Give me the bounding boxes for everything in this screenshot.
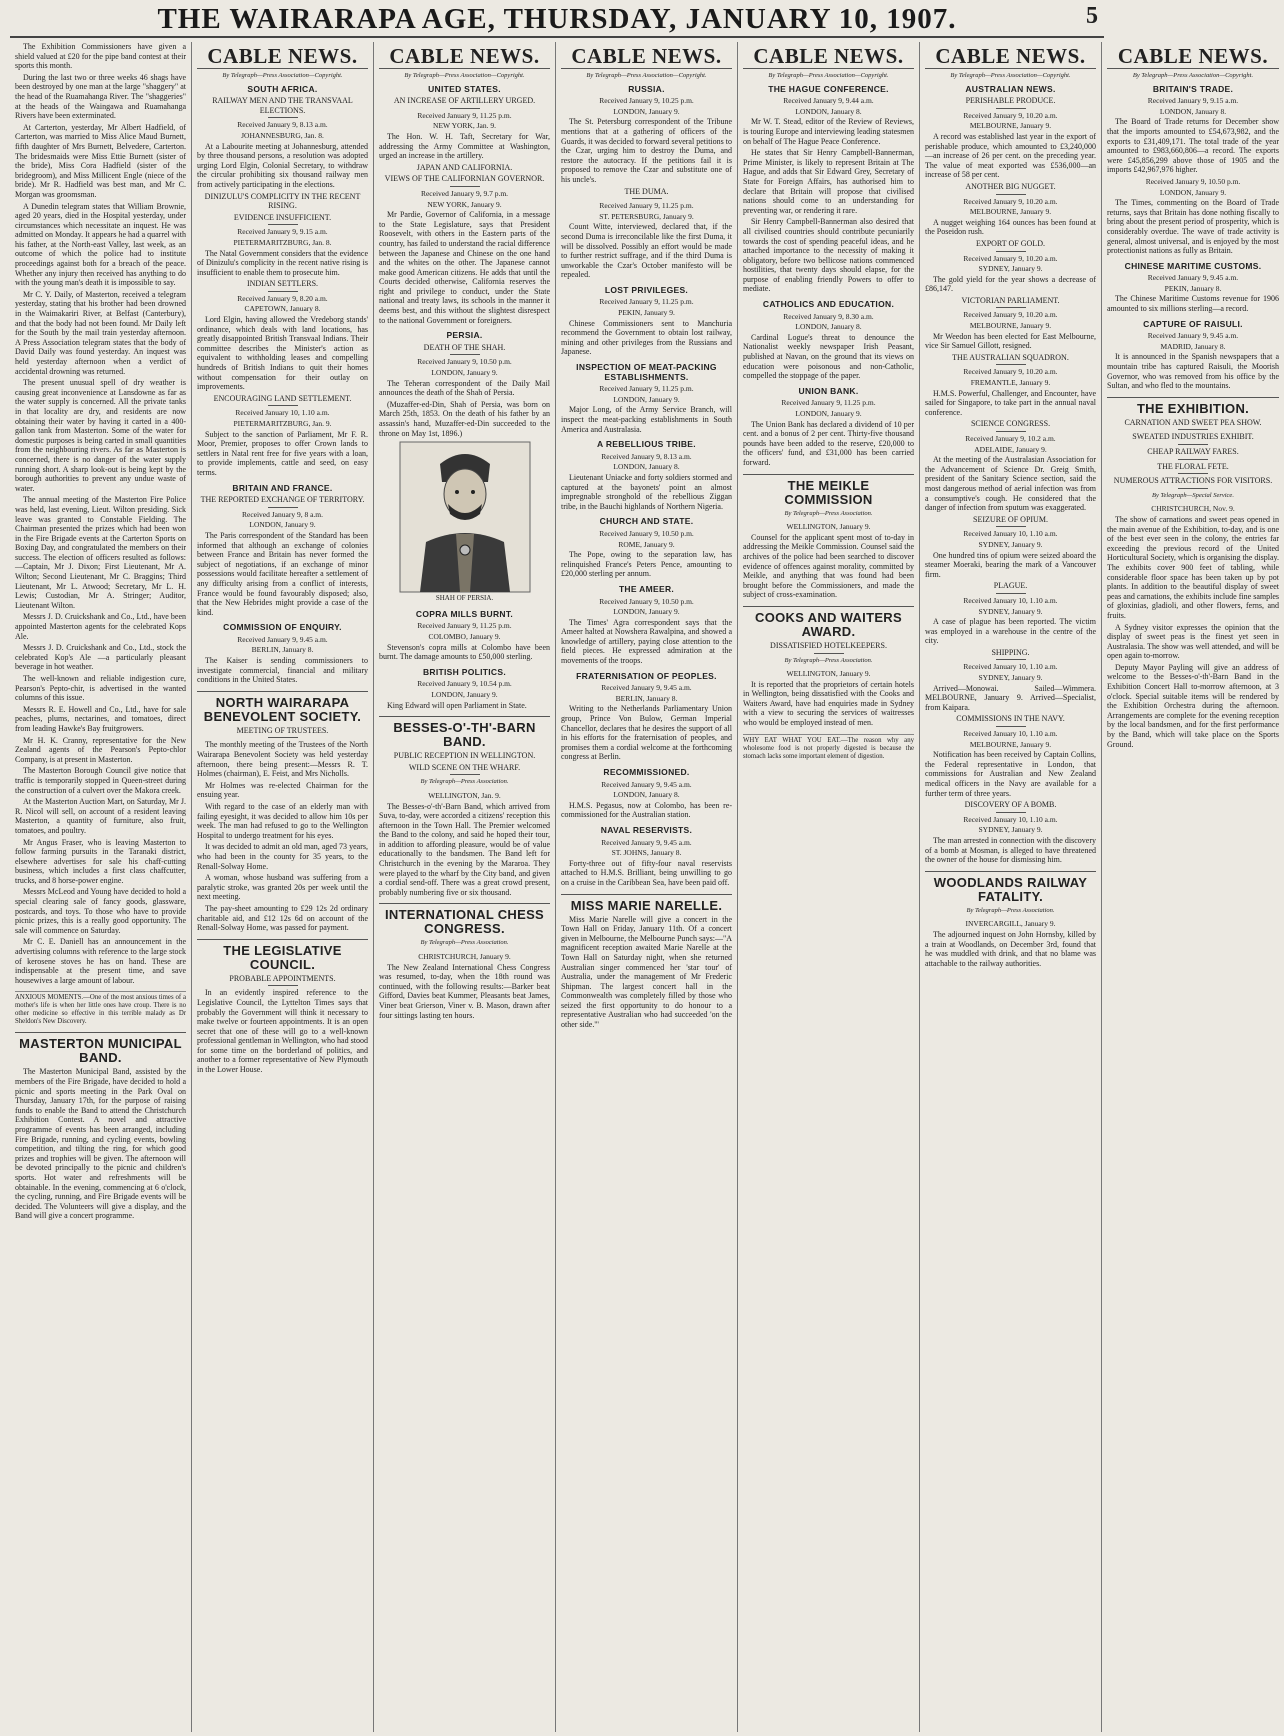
subheading: DINIZULU'S COMPLICITY IN THE RECENT RISING. bbox=[204, 191, 361, 211]
dateline: MELBOURNE, January 9. bbox=[969, 207, 1052, 217]
article-russia bbox=[561, 85, 732, 280]
article-title: CHURCH AND STATE. bbox=[599, 516, 694, 527]
article-recommissioned bbox=[561, 768, 732, 820]
dateline: LONDON, January 8. bbox=[1159, 106, 1227, 116]
column-heading: CABLE NEWS. bbox=[743, 44, 914, 69]
paragraph: The St. Petersburg correspondent of the Tribune mentions that at a gathering of officers of the Guards, it was decided to forward several petitions to the Czar, urging him to destroy the Duma, and restore the autocracy. If the petitions fail it is proposed to remove the Czar and substitute one of his uncle's. bbox=[561, 117, 732, 184]
byline: By Telegraph—Press Association. bbox=[784, 509, 873, 517]
paragraph: Deputy Mayor Payling will give an address of welcome to the Besses-o'-th'-Barn Band in the Exhibition Concert Hall to-morrow afternoon, at 3 o'clock. Special suitable items will be rendered by the Exhibition Orchestra during the afternoon. Arrangements are complete for the evening reception by the local bandsmen, and for the first performance by the Band, which will take place on the Sports Ground. bbox=[1107, 662, 1279, 749]
byline: By Telegraph—Press Association—Copyright. bbox=[404, 72, 525, 79]
paragraph: Sir Henry Campbell-Bannerman also desired that all civilised countries should contribute pecuniarily towards the cost of spending peaceful ideas, and he attached importance to the necessity of making it obligatory, before two bellicose nations commenced hostilities, that twenty days should elapse, for the purpose of enabling friendly Powers to offer to mediate. bbox=[743, 217, 914, 294]
paragraph: The man arrested in connection with the discovery of a bomb at Mosman, is alleged to have threatened the owner of the house for dismissing him. bbox=[925, 835, 1096, 865]
paragraph: The Masterton Borough Council give notice that traffic is temporarily stopped in Queen-street during the construction of a culvert over the Makora creek. bbox=[15, 766, 186, 795]
subheading: SHIPPING. bbox=[925, 648, 1096, 661]
received-line: Received January 9, 8.30 a.m. bbox=[783, 311, 874, 321]
dateline: ST. JOHNS, January 8. bbox=[611, 848, 682, 858]
article-title: A REBELLIOUS TRIBE. bbox=[597, 439, 696, 450]
byline: By Telegraph—Press Association. bbox=[784, 656, 873, 664]
received-line: Received January 9, 9.45 a.m. bbox=[1147, 273, 1239, 283]
received-line: Received January 9, 10.25 p.m. bbox=[599, 96, 694, 106]
paragraph: The Board of Trade returns for December show that the imports amounted to £54,673,982, and the exports to £31,409,171. The total trade of the year amounted to £983,660,806—a record. The exports were £45,856,299 above those of 1905 and the imports £42,967,976 higher. bbox=[1107, 117, 1279, 175]
article-capture-raisuli bbox=[1107, 320, 1279, 391]
subheading: VICTORIAN PARLIAMENT. bbox=[925, 296, 1096, 309]
received-line: Received January 9, 11.25 p.m. bbox=[417, 621, 512, 631]
article-title: SOUTH AFRICA. bbox=[247, 83, 318, 94]
dateline: SYDNEY, January 9. bbox=[978, 539, 1043, 549]
byline: By Telegraph—Press Association—Copyright. bbox=[1132, 72, 1254, 79]
article-title: UNION BANK. bbox=[798, 385, 859, 396]
article-title: UNITED STATES. bbox=[428, 83, 501, 94]
dateline: MELBOURNE, January 9. bbox=[969, 321, 1052, 331]
paragraph: Mr C. Y. Daily, of Masterton, received a telegram yesterday, stating that his brother had been drowned in the Waimakariri River, at Belfast (Canterbury), and that the body had not been found. Mr Daily left for the South by the mail train yesterday afternoon. A Press Association telegram states that the body of David Daily was found yesterday. An inquest was held yesterday afternoon when a verdict of accidental drowning was returned. bbox=[15, 289, 186, 376]
dateline: LONDON, January 8. bbox=[613, 462, 680, 472]
dateline: PIETERMARITZBURG, Jan. 8. bbox=[233, 237, 332, 247]
portrait-engraving bbox=[400, 442, 530, 592]
article-title: CHINESE MARITIME CUSTOMS. bbox=[1124, 260, 1262, 271]
paragraph: A case of plague has been reported. The victim was employed in a warehouse in the centre of the city. bbox=[925, 617, 1096, 646]
article-south-africa bbox=[197, 85, 368, 478]
page-number: 5 bbox=[1086, 3, 1098, 29]
article-title: AUSTRALIAN NEWS. bbox=[965, 83, 1056, 94]
paragraph: Messrs J. D. Cruickshank and Co., Ltd., have been appointed Masterton agents for the celebrated Kops Ale. bbox=[15, 612, 186, 641]
paragraph: The well-known and reliable indigestion cure, Pearson's Pepto-chir, is advertised in the wanted columns of this issue. bbox=[15, 674, 186, 703]
paragraph: Messrs J. D. Cruickshank and Co., Ltd., stock the celebrated Kop's Ale —a particularly pleasant beverage in hot weather. bbox=[15, 643, 186, 672]
article-meikle-commission bbox=[743, 474, 914, 600]
received-line: Received January 9, 10.20 a.m. bbox=[963, 367, 1058, 377]
paragraph: Count Witte, interviewed, declared that, if the second Duma is irreconcilable like the first Duma, it will be dissolved. Possibly an effort would be made to further restrict suffrage, and if the third Duma is unworkable the Czar's October manifesto will be repealed. bbox=[561, 222, 732, 280]
article-title: MASTERTON MUNICIPAL BAND. bbox=[15, 1032, 186, 1065]
paragraph: The annual meeting of the Masterton Fire Police was held, last evening, Lieut. Wilton presiding. Sick leave was granted to Constable Fielding. The Chairman presented the prizes which had been won in the Fire Brigade events at the Carterton Sports on Boxing Day, and congratulated the members on their success. The election of officers resulted as follows:—Captain, Mr J. Dixon; First Lieutenant, Mr A. Wilton; Second Lieutenant, Mr C. Braggins; Third Lieutenant, Mr L. Atwood; Secretary, Mr L. H. Lewis; Custodian, Mr A. Stringer; Auditor, Lieutenant Wilton. bbox=[15, 495, 186, 610]
received-line: Received January 9, 9.15 a.m. bbox=[1147, 96, 1239, 106]
paragraph: He states that Sir Henry Campbell-Bannerman, Prime Minister, is likely to represent Britain at The Hague, and adds that Sir Edward Grey, Secretary of State for Foreign Affairs, has authorised him to declare that Britain will propose that civilised nations should come to an understanding for preventing war, or rendering it rare. bbox=[743, 148, 914, 215]
dateline: WELLINGTON, Jan. 9. bbox=[428, 790, 501, 800]
paragraph: Messrs McLeod and Young have decided to hold a special clearing sale of fancy goods, glassware, postcards, and toys. To those who have to provide picnic prizes, this is a really good opportunity. The sale will commence on Saturday. bbox=[15, 887, 186, 935]
article-title: THE HAGUE CONFERENCE. bbox=[768, 83, 889, 94]
paragraph: A Dunedin telegram states that William Brownie, aged 20 years, died in the Hospital yesterday, under circumstances which necessitate an inquest. He was admitted on Monday. It appears he had a quarrel with his father, at the North-east Valley, last week, as an outcome of which the police had to institute proceedings against both for a breach of the peace. Whether any injury then received has anything to do with the young man's death it is impossible to say. bbox=[15, 201, 186, 288]
dateline: CAPETOWN, January 8. bbox=[244, 304, 321, 314]
paragraph: The show of carnations and sweet peas opened in the main avenue of the Exhibition, to-day, and is one of the best ever seen in the colony, the entries far exceeding the previous record of the United Horticultural Society, which is organising the display. The exhibits cover 900 feet of tabling, while considerable floor space has been taken up by pot plants. In addition to the beautiful display of sweet peas and carnations, the exhibits include fine samples of gloxinias, gladioli, and other flowers, ferns, and fruits. bbox=[1107, 514, 1279, 620]
paragraph: The gold yield for the year shows a decrease of £86,147. bbox=[925, 274, 1096, 294]
subheading: DISSATISFIED HOTELKEEPERS. bbox=[743, 641, 914, 654]
subheading: THE REPORTED EXCHANGE OF TERRITORY. bbox=[197, 495, 368, 508]
paragraph: The Exhibition Commissioners have given a shield valued at £20 for the pipe band contest at their sports this month. bbox=[15, 42, 186, 71]
dateline: LONDON, January 8. bbox=[795, 106, 862, 116]
subheading: DISCOVERY OF A BOMB. bbox=[925, 800, 1096, 813]
dateline: NEW YORK, January 9. bbox=[427, 199, 502, 209]
received-line: Received January 9, 10.50 p.m. bbox=[599, 596, 694, 606]
received-line: Received January 9, 11.25 p.m. bbox=[599, 201, 694, 211]
column-heading: CABLE NEWS. bbox=[561, 44, 732, 69]
byline: By Telegraph—Press Association—Copyright. bbox=[768, 72, 889, 79]
article-title: INTERNATIONAL CHESS CONGRESS. bbox=[379, 903, 550, 936]
shah-portrait bbox=[379, 442, 550, 604]
paragraph: King Edward will open Parliament in State. bbox=[387, 700, 527, 710]
advertisement: WHY EAT WHAT YOU EAT.—The reason why any wholesome food is not properly digested is because the stomach lacks some important element of digestion. bbox=[743, 734, 914, 761]
article-rebellious-tribe bbox=[561, 440, 732, 511]
paragraph: The adjourned inquest on John Hornsby, killed by a train at Woodlands, on December 3rd, found that he was muddled with drink, and that no blame was attachable to the railway authorities. bbox=[925, 929, 1096, 968]
received-line: Received January 10, 1.10 a.m. bbox=[963, 529, 1058, 539]
received-line: Received January 10, 1.10 a.m. bbox=[235, 408, 330, 418]
byline: By Telegraph—Press Association—Copyright. bbox=[586, 72, 707, 79]
article-persia bbox=[379, 331, 550, 604]
article-catholics-education bbox=[743, 300, 914, 381]
byline: By Telegraph—Press Association. bbox=[420, 939, 509, 947]
paragraph: The Union Bank has declared a dividend of 10 per cent. and a bonus of 2 per cent. Thirty-five thousand pounds have been added to the reserve, £20,000 to the officers' fund, and £31,000 has been carried forward. bbox=[743, 419, 914, 467]
article-lost-privileges bbox=[561, 286, 732, 357]
paragraph: The monthly meeting of the Trustees of the North Wairarapa Benevolent Society was held yesterday afternoon, there being present:—Messrs R. T. Holmes (chairman), E. Feist, and Mrs Nicholls. bbox=[197, 740, 368, 779]
received-line: Received January 9, 10.20 a.m. bbox=[963, 253, 1058, 263]
paragraph: The Masterton Municipal Band, assisted by the members of the Fire Brigade, have decided to hold a picnic and sports meeting in the Park Oval on Thursday, January 17th, for the purpose of raising funds to enable the Band to attend the Christchurch Exhibition Contest. A novel and attractive programme of events has been arranged, including Fire Brigade, running, and cycling events, bowling competition, and tilting the ring, for which good prizes and trophies will be given. The afternoon will be devoted principally to the picnic and children's sports. Hot water and refreshments will be obtainable. In the evening, commencing at 6 o'clock, the cycling, running, and Fire Brigade events will be decided. The Volunteers will give a display, and the Band will give a concert programme. bbox=[15, 1067, 186, 1221]
received-line: Received January 9, 8.13 a.m. bbox=[237, 120, 328, 130]
column-2 bbox=[192, 42, 374, 1732]
paragraph: The Hon. W. H. Taft, Secretary for War, addressing the Army Committee at Washington, urged an increase in the artillery. bbox=[379, 131, 550, 161]
article-meat-packing bbox=[561, 363, 732, 434]
received-line: Received January 9, 10.2 a.m. bbox=[965, 434, 1056, 443]
subheading: ENCOURAGING LAND SETTLEMENT. bbox=[197, 394, 368, 407]
received-line: Received January 9, 9.44 a.m. bbox=[783, 96, 874, 106]
article-fraternisation bbox=[561, 672, 732, 762]
dateline: LONDON, January 9. bbox=[431, 368, 498, 378]
paragraph: The Times' Agra correspondent says that the Ameer halted at Nowshera Rawalpina, and showed a knowledge of artillery, paying close attention to the field pieces. He expressed admiration at the movements of the troops. bbox=[561, 617, 732, 666]
article-municipal-band bbox=[15, 1032, 186, 1221]
paragraph: At Carterton, yesterday, Mr Albert Hadfield, of Carterton, was married to Miss Alice Maud Burnett, fifth daughter of Mrs Burnett, Belvedere, Carterton. The bridesmaids were Miss Ettie Burnett (sister of the bride), Miss Cora Hadfield (sister of the bridegroom), and Miss Millicent Engle (niece of the bride). Mr R. Hadfield was best man, and Mr C. Morgan was groomsman. bbox=[15, 122, 186, 199]
paragraph: Notification has been received by Captain Collins, the Federal representative in London, that commissions for Australian and New Zealand medical officers in the Navy are available for a further term of three years. bbox=[925, 750, 1096, 798]
article-title: MISS MARIE NARELLE. bbox=[561, 894, 732, 913]
advertisement: ANXIOUS MOMENTS.—One of the most anxious times of a mother's life is when her little ones have croup. There is no other medicine so effective in this terrible malady as Dr Sheldon's New Discovery. bbox=[15, 991, 186, 1026]
dateline: ROME, January 9. bbox=[618, 539, 675, 549]
dateline: CHRISTCHURCH, Nov. 9. bbox=[1151, 504, 1235, 514]
dateline: NEW YORK, Jan. 9. bbox=[433, 121, 496, 131]
column-3 bbox=[374, 42, 556, 1732]
paragraph: Major Long, of the Army Service Branch, will inspect the meat-packing establishments in South America and Australasia. bbox=[561, 405, 732, 434]
dateline: INVERCARGILL, January 9. bbox=[965, 919, 1056, 929]
dateline: WELLINGTON, January 9. bbox=[786, 522, 871, 532]
dateline: LONDON, January 8. bbox=[795, 322, 862, 332]
received-line: Received January 10, 1.10 a.m. bbox=[963, 729, 1058, 739]
paragraph: Cardinal Logue's threat to denounce the Nationalist weekly newspaper Irish Peasant, published at Navan, on the ground that its views on education were poisonous and non-Catholic, compelled the stoppage of the paper. bbox=[743, 332, 914, 381]
dateline: FREMANTLE, January 9. bbox=[970, 378, 1051, 388]
subheading: ANOTHER BIG NUGGET. bbox=[925, 182, 1096, 195]
subheading: CARNATION AND SWEET PEA SHOW. bbox=[1107, 418, 1279, 431]
received-line: Received January 10, 1.10 a.m. bbox=[963, 662, 1058, 672]
dateline: LONDON, January 9. bbox=[613, 607, 680, 617]
byline: By Telegraph—Press Association—Copyright. bbox=[950, 72, 1071, 79]
article-title: RUSSIA. bbox=[628, 83, 665, 94]
dateline: MELBOURNE, January 9. bbox=[969, 121, 1052, 131]
article-title: BRITAIN'S TRADE. bbox=[1152, 83, 1234, 94]
paragraph: With regard to the case of an elderly man with failing eyesight, it was decided to allow him 10s per week. The man had refused to go to the Wellington Hospital to undergo treatment for his eyes. bbox=[197, 802, 368, 840]
article-title: THE AMEER. bbox=[618, 583, 675, 594]
byline: By Telegraph—Press Association. bbox=[966, 906, 1055, 914]
dateline: MELBOURNE, January 9. bbox=[969, 739, 1052, 749]
dateline: LONDON, January 9. bbox=[613, 394, 680, 404]
subheading: DEATH OF THE SHAH. bbox=[379, 343, 550, 356]
dateline: WELLINGTON, January 9. bbox=[786, 669, 871, 679]
columns bbox=[10, 42, 1279, 1732]
paragraph: The Pope, owing to the separation law, has relinquished France's Peters Pence, amounting to £20,000 sterling per annum. bbox=[561, 550, 732, 579]
subheading: PLAGUE. bbox=[925, 581, 1096, 594]
article-title: CAPTURE OF RAISULI. bbox=[1143, 318, 1243, 329]
article-title: BRITISH POLITICS. bbox=[422, 666, 507, 677]
paragraph: A woman, whose husband was suffering from a paralytic stroke, was granted 20s per week until the next meeting. bbox=[197, 873, 368, 902]
subheading: PUBLIC RECEPTION IN WELLINGTON. bbox=[393, 751, 536, 761]
paragraph: In an evidently inspired reference to the Legislative Council, the Lyttelton Times says that probably the Government will think it necessary to make twelve or fourteen appointments. It is an open secret that one of these will go to a well-known professional gentleman in Wellington, who had stood for some time on the borderland of politics, and another to a former representative of New Plymouth in the Lower House. bbox=[197, 988, 368, 1075]
received-line: Received January 9, 9.45 a.m. bbox=[1147, 331, 1239, 341]
subheading: SWEATED INDUSTRIES EXHIBIT. bbox=[1107, 432, 1279, 445]
article-title: BRITAIN AND FRANCE. bbox=[232, 482, 333, 493]
article-title: THE MEIKLE COMMISSION bbox=[743, 474, 914, 507]
article-union-bank bbox=[743, 387, 914, 468]
dateline: LONDON, January 9. bbox=[613, 106, 680, 116]
paragraph: At the Masterton Auction Mart, on Saturday, Mr J. R. Nicol will sell, on account of a resident leaving Masterton, a quantity of furniture, also fruit, tomatoes, and poultry. bbox=[15, 797, 186, 835]
paragraph: Chinese Commissioners sent to Manchuria recommend the Government to obtain lost railway, mining and other privileges from the Russians and Japanese. bbox=[561, 318, 732, 357]
received-line: Received January 9, 9.7 p.m. bbox=[420, 188, 509, 198]
paragraph: Counsel for the applicant spent most of to-day in addressing the Meikle Commission. Counsel said the archives of the police had been searched to discover evidence of offences against morality, committed by Meikle, and anything that was found had been brought before the Commissioners, and made the subject of cross-examination. bbox=[743, 532, 914, 600]
article-commission-enquiry bbox=[197, 623, 368, 685]
dateline: COLOMBO, January 9. bbox=[428, 631, 501, 641]
column-7 bbox=[1102, 42, 1284, 1732]
byline: By Telegraph—Special Service. bbox=[1152, 491, 1234, 499]
dateline: PEKIN, January 8. bbox=[1164, 283, 1222, 293]
paragraph: One hundred tins of opium were seized aboard the steamer Moeraki, bearing the mark of a Vancouver firm. bbox=[925, 550, 1096, 579]
article-british-politics bbox=[379, 668, 550, 710]
paragraph: Lord Elgin, having allowed the Vredeborg stands' ordinance, which deals with land locations, has greatly disappointed British Transvaal Indians. Their committee describes the Minister's action as equivalent to withholding leases and compelling hundreds of British Indians to quit their homes without compensation for their outlay on improvements. bbox=[197, 315, 368, 392]
article-united-states bbox=[379, 85, 550, 326]
paragraph: Stevenson's copra mills at Colombo have been burnt. The damage amounts to £50,000 sterling. bbox=[379, 642, 550, 662]
column-1 bbox=[10, 42, 192, 1732]
article-britain-france bbox=[197, 484, 368, 618]
subheading: VIEWS OF THE CALIFORNIAN GOVERNOR. bbox=[379, 174, 550, 187]
article-title: NORTH WAIRARAPA BENEVOLENT SOCIETY. bbox=[197, 691, 368, 724]
article-ameer bbox=[561, 585, 732, 666]
paragraph: The Natal Government considers that the evidence of Dinizulu's complicity in the recent native rising is insufficient to enable them to prosecute him. bbox=[197, 248, 368, 277]
dateline: ST. PETERSBURG, January 9. bbox=[599, 211, 694, 221]
byline: By Telegraph—Press Association—Copyright. bbox=[222, 72, 343, 79]
subheading: THE DUMA. bbox=[561, 187, 732, 200]
received-line: Received January 9, 11.25 p.m. bbox=[417, 110, 512, 120]
column-heading: CABLE NEWS. bbox=[1107, 44, 1279, 69]
paragraph: H.M.S. Powerful, Challenger, and Encounter, have sailed for Singapore, to take part in the annual naval conference. bbox=[925, 388, 1096, 417]
article-title: COOKS AND WAITERS AWARD. bbox=[743, 606, 914, 639]
paragraph: It is reported that the proprietors of certain hotels in Wellington, being dissatisfied with the Cooks and Waiters Award, have had enquiries made in Sydney with a view to securing the services of waitresses who would be employed instead of men. bbox=[743, 679, 914, 728]
subheading: COMMISSIONS IN THE NAVY. bbox=[925, 714, 1096, 727]
column-heading: CABLE NEWS. bbox=[379, 44, 550, 69]
article-woodlands-fatality bbox=[925, 871, 1096, 969]
paragraph: Mr Angus Fraser, who is leaving Masterton to follow farming pursuits in the Taranaki district, elsewhere advertises for sale his chaff-cutting business, which includes a first class chaffcutter, trucks, and 8 horse-power engine. bbox=[15, 837, 186, 885]
received-line: Received January 9, 9.45 a.m. bbox=[237, 634, 328, 644]
paragraph: A record was established last year in the export of perishable produce, which amounted to £3,240,000—an increase of 26 per cent. on the preceding year. The value of meat exported was £536,000—an increase of 58 per cent. bbox=[925, 131, 1096, 180]
subheading: NUMEROUS ATTRACTIONS FOR VISITORS. bbox=[1107, 476, 1279, 489]
paragraph: Mr Weedon has been elected for East Melbourne, vice Sir Samuel Gillott, resigned. bbox=[925, 331, 1096, 351]
dateline: MADRID, January 8. bbox=[1160, 341, 1226, 351]
article-britains-trade bbox=[1107, 85, 1279, 256]
received-line: Received January 9, 10.20 a.m. bbox=[963, 196, 1058, 206]
paragraph: Writing to the Netherlands Parliamentary Union group, Prince Von Bulow, German Imperial Chancellor, declares that he desires the support of all in his efforts for the fraternisation of peoples, and promises them a cordial welcome at the forthcoming congress at Berlin. bbox=[561, 704, 732, 762]
subheading: THE AUSTRALIAN SQUADRON. bbox=[925, 353, 1096, 366]
subheading: PERISHABLE PRODUCE. bbox=[925, 96, 1096, 109]
article-benevolent-society bbox=[197, 691, 368, 933]
subheading: PROBABLE APPOINTMENTS. bbox=[197, 974, 368, 987]
local-news bbox=[15, 42, 186, 985]
paragraph: Mr Pardie, Governor of California, in a message to the State Legislature, says that President Roosevelt, with others in the Eastern parts of the country, has failed to understand the racial difference between the Japanese and Chinese on the one hand and the whites on the other. The Japanese cannot make good American citizens. He adds that until the Courts decided otherwise, California reserves the right and privilege to conduct, under the State national and treaty laws, its schools in the manner it deems best, and this without the slightest disrespect to the national Government or foreigners. bbox=[379, 210, 550, 325]
article-naval-reservists bbox=[561, 826, 732, 888]
article-title: THE EXHIBITION. bbox=[1107, 397, 1279, 416]
dateline: LONDON, January 9. bbox=[249, 520, 316, 530]
paragraph: The Kaiser is sending commissioners to investigate commercial, financial and military conditions in the United States. bbox=[197, 656, 368, 685]
dateline: SYDNEY, January 9. bbox=[978, 264, 1043, 274]
paragraph: During the last two or three weeks 46 shags have been destroyed by one man at the large "shaggery" at the head of the Ruamahanga River. The "shaggeries" at the heads of the Waingawa and Ruamahanga Rivers have been exterminated. bbox=[15, 72, 186, 121]
paragraph: At the meeting of the Australasian Association for the Advancement of Science Dr. Greig Smith, president of the Sanitary Science section, said the most dangerous method of aerial infection was from a consumptive's cough. He considered that the danger of infection from sputum was exaggerated. bbox=[925, 455, 1096, 513]
received-line: Received January 9, 11.25 p.m. bbox=[599, 384, 694, 394]
paragraph: The Besses-o'-th'-Barn Band, which arrived from Suva, to-day, were accorded a citizens' reception this afternoon in the Town Hall. The Premier welcomed the Band to the colony, and said he hoped their tour, in addition to affording pleasure, would be of value educationally to the bandsmen. The Band left for Christchurch in the evening by the Mararoa. They were played to the wharf by the City band, and given a cordial send-off. There was a great crowd present, probably numbering five or six thousand. bbox=[379, 801, 550, 897]
received-line: Received January 10, 1.10 a.m. bbox=[963, 814, 1058, 824]
received-line: Received January 9, 9.15 a.m. bbox=[237, 227, 328, 237]
article-exhibition bbox=[1107, 397, 1279, 749]
article-church-state bbox=[561, 517, 732, 579]
dateline: SYDNEY, January 9. bbox=[978, 825, 1043, 835]
received-line: Received January 9, 8.20 a.m. bbox=[237, 293, 328, 303]
dateline: ADELAIDE, January 9. bbox=[974, 444, 1047, 454]
article-title: FRATERNISATION OF PEOPLES. bbox=[576, 670, 717, 681]
received-line: Received January 9, 9.45 a.m. bbox=[601, 779, 692, 789]
received-line: Received January 9, 10.50 p.m. bbox=[417, 357, 512, 367]
subheading: CHEAP RAILWAY FARES. bbox=[1107, 447, 1279, 460]
column-4 bbox=[556, 42, 738, 1732]
dateline: BERLIN, January 8. bbox=[615, 693, 678, 703]
subheading: SEIZURE OF OPIUM. bbox=[925, 515, 1096, 528]
paragraph: Messrs R. E. Howell and Co., Ltd., have for sale peaches, plums, nectarines, and tomatoes, direct from leading Hawke's Bay fruitgrowers. bbox=[15, 704, 186, 733]
article-besses-band bbox=[379, 716, 550, 897]
paragraph: Lieutenant Uniacke and forty soldiers stormed and captured at the bayonets' point an almost impregnable stronghold of the rebellious Ziggan tribe, in the Bauchi highlands of Northern Nigeria. bbox=[561, 472, 732, 511]
subheading: JAPAN AND CALIFORNIA. bbox=[416, 162, 513, 172]
article-title: RECOMMISSIONED. bbox=[603, 767, 690, 777]
article-title: INSPECTION OF MEAT-PACKING ESTABLISHMENTS. bbox=[576, 362, 717, 382]
article-title: COPRA MILLS BURNT. bbox=[415, 608, 514, 619]
paragraph: It was decided to admit an old man, aged 73 years, who had been in the county for 35 years, to the Renall-Solway Home. bbox=[197, 842, 368, 871]
dateline: LONDON, January 8. bbox=[613, 790, 680, 800]
paragraph: Mr H. K. Cranny, representative for the New Zealand agents of the Pearson's Pepto-chlor Company, is at present in Masterton. bbox=[15, 735, 186, 764]
paragraph: Mr W. T. Stead, editor of the Review of Reviews, is touring Europe and interviewing leading statesmen on behalf of The Hague Peace Conference. bbox=[743, 117, 914, 146]
paragraph: Arrived—Monowai. Sailed—Wimmera. MELBOURNE, January 9. Arrived—Specialist, from Kaipara. bbox=[925, 683, 1096, 712]
dateline: PEKIN, January 9. bbox=[618, 308, 675, 318]
article-copra-mills bbox=[379, 610, 550, 662]
received-line: Received January 9, 10.54 p.m. bbox=[417, 679, 512, 689]
article-title: COMMISSION OF ENQUIRY. bbox=[223, 622, 342, 633]
dateline: LONDON, January 9. bbox=[431, 689, 498, 699]
paragraph: H.M.S. Pegasus, now at Colombo, has been re-commissioned for the Australian station. bbox=[561, 800, 732, 820]
column-6 bbox=[920, 42, 1102, 1732]
received-line: Received January 9, 11.25 p.m. bbox=[781, 398, 876, 408]
article-chinese-customs bbox=[1107, 262, 1279, 314]
subheading: MEETING OF TRUSTEES. bbox=[197, 726, 368, 739]
column-5 bbox=[738, 42, 920, 1732]
article-hague-conference bbox=[743, 85, 914, 294]
dateline: SYDNEY, January 9. bbox=[978, 606, 1043, 616]
paragraph: (Muzaffer-ed-Din, Shah of Persia, was born on March 25th, 1853. On the death of his father by an assassin's hand, Muzaffer-ed-Din succeeded to the throne on May 1st, 1896.) bbox=[379, 399, 550, 438]
paragraph: The present unusual spell of dry weather is causing great inconvenience at Lansdowne as far as the water supply is concerned. All the private tanks in that locality are dry, and residents are now obtaining their water by having it carted in a 400-gallon tank from Masterton. Some of the water for domestic purposes is being carted in small quantities from the neighbouring rivers. As far as Masterton is concerned, there is no danger of the water supply running short. A sharp look-out is being kept by the borough authorities to prevent any undue waste of water. bbox=[15, 378, 186, 493]
paragraph: The Chinese Maritime Customs revenue for 1906 amounted to six millions sterling—a record. bbox=[1107, 294, 1279, 314]
dateline: SYDNEY, January 9. bbox=[978, 673, 1043, 683]
article-australian-news bbox=[925, 85, 1096, 865]
received-line: Received January 9, 9.45 a.m. bbox=[601, 683, 692, 693]
subheading: AN INCREASE OF ARTILLERY URGED. bbox=[379, 96, 550, 109]
paragraph: At a Labourite meeting at Johannesburg, attended by three thousand persons, a resolution was adopted urging Lord Elgin, Colonial Secretary, to withdraw the circular prohibiting six thousand railway men from actively participating in the elections. bbox=[197, 141, 368, 189]
paragraph: The Teheran correspondent of the Daily Mail announces the death of the Shah of Persia. bbox=[379, 378, 550, 398]
masthead bbox=[10, 0, 1104, 38]
dateline: JOHANNESBURG, Jan. 8. bbox=[241, 130, 324, 140]
article-title: LOST PRIVILEGES. bbox=[604, 284, 689, 295]
column-heading: CABLE NEWS. bbox=[925, 44, 1096, 69]
article-cooks-waiters bbox=[743, 606, 914, 728]
article-marie-narelle bbox=[561, 894, 732, 1030]
subheading: EXPORT OF GOLD. bbox=[925, 239, 1096, 252]
dateline: PIETERMARITZBURG, Jan. 9. bbox=[233, 419, 332, 428]
paragraph: The Paris correspondent of the Standard has been informed that although an exchange of colonies between France and Britain has never formed the subject of negotiations, if an exchange of minor possessions would facilitate hereafter a settlement of any difficulty arising from a conflict of interests, France would be found favourably disposed; also, that the New Hebrides might provide a case of the kind. bbox=[197, 530, 368, 617]
newspaper-title: THE WAIRARAPA AGE, THURSDAY, JANUARY 10, 1907. bbox=[157, 3, 957, 35]
paragraph: The Times, commenting on the Board of Trade returns, says that Britain has done nothing fiscally to bring about the present period of prosperity, which is considerably overdue. The wave of trade activity is general, almost universal, and is enjoyed by the most protectionist nations as fully as Britain. bbox=[1107, 198, 1279, 256]
dateline: BERLIN, January 8. bbox=[251, 645, 314, 655]
subheading: THE FLORAL FETE. bbox=[1107, 462, 1279, 475]
column-heading: CABLE NEWS. bbox=[197, 44, 368, 69]
subheading: WILD SCENE ON THE WHARF. bbox=[379, 763, 550, 776]
paragraph: It is announced in the Spanish newspapers that a mountain tribe has captured Raisuli, the Moorish Governor, who was removed from his office by the Sultan, and who fled to the mountains. bbox=[1107, 352, 1279, 391]
received-line: Received January 9, 10.50 p.m. bbox=[599, 528, 694, 538]
paragraph: The pay-sheet amounting to £29 12s 2d ordinary charitable aid, and £12 12s 6d on account of the Renall-Solway Home, was passed for payment. bbox=[197, 903, 368, 933]
dateline: LONDON, January 9. bbox=[795, 409, 862, 418]
byline: By Telegraph—Press Association. bbox=[420, 778, 509, 786]
article-title: THE LEGISLATIVE COUNCIL. bbox=[197, 939, 368, 972]
article-title: BESSES-O'-TH'-BARN BAND. bbox=[379, 716, 550, 749]
article-title: NAVAL RESERVISTS. bbox=[600, 824, 693, 835]
subheading: EVIDENCE INSUFFICIENT. bbox=[197, 213, 368, 226]
article-title: CATHOLICS AND EDUCATION. bbox=[762, 299, 895, 310]
received-line: Received January 9, 8 a.m. bbox=[241, 509, 323, 519]
subheading: INDIAN SETTLERS. bbox=[197, 279, 368, 292]
paragraph: Forty-three out of fifty-four naval reservists attached to H.M.S. Brilliant, being unwilling to go on a cruise in the Caribbean Sea, have been paid off. bbox=[561, 858, 732, 887]
received-line: Received January 9, 11.25 p.m. bbox=[599, 297, 694, 307]
paragraph: A nugget weighing 164 ounces has been found at the Poseidon rush. bbox=[925, 217, 1096, 237]
portrait-caption: SHAH OF PERSIA. bbox=[435, 594, 494, 603]
article-title: PERSIA. bbox=[446, 330, 483, 341]
paragraph: Mr C. E. Daniell has an announcement in the advertising columns with reference to the large stock of kerosene stoves he has on hand. These are indispensable at the present time, and save housewives a large amount of labour. bbox=[15, 937, 186, 985]
subheading: SCIENCE CONGRESS. bbox=[925, 419, 1096, 432]
received-line: Received January 9, 8.13 a.m. bbox=[601, 451, 692, 461]
paragraph: The New Zealand International Chess Congress was resumed, to-day, when the 18th round was continued, with the following results:—Barker beat Gifford, Davies beat Kummer, Pleasants beat James, Viner beat Grierson, Viner v. B. Mason, drawn after four sittings lasting ten hours. bbox=[379, 962, 550, 1020]
paragraph: Mr Holmes was re-elected Chairman for the ensuing year. bbox=[197, 780, 368, 800]
subheading: RAILWAY MEN AND THE TRANSVAAL ELECTIONS. bbox=[197, 96, 368, 118]
article-chess-congress bbox=[379, 903, 550, 1020]
paragraph: Subject to the sanction of Parliament, Mr F. R. Moor, Premier, proposes to offer Crown lands to settlers in Natal rent free for five years with a loan, to provide implements, cattle and seed, on easy terms. bbox=[197, 429, 368, 477]
received-line: Received January 9, 10.50 p.m. bbox=[1145, 176, 1241, 186]
dateline: CHRISTCHURCH, January 9. bbox=[418, 952, 511, 962]
received-line: Received January 9, 10.20 a.m. bbox=[963, 110, 1058, 120]
received-line: Received January 10, 1.10 a.m. bbox=[963, 595, 1058, 605]
received-line: Received January 9, 10.20 a.m. bbox=[963, 310, 1058, 320]
paragraph: A Sydney visitor expresses the opinion that the display of sweet peas is the finest yet seen in Australasia. The show was well attended, and will be open again to-morrow. bbox=[1107, 622, 1279, 661]
article-legislative-council bbox=[197, 939, 368, 1075]
dateline: LONDON, January 9. bbox=[1159, 187, 1227, 197]
paragraph: Miss Marie Narelle will give a concert in the Town Hall on Friday, January 11th. Of a concert given in Melbourne, the Melbourne Punch says:—"A magnificent reception awaited Marie Narelle at the Town Hall on Saturday night, when she returned Australian singer commenced her 'star tour' of Australia, under the management of Mr Frederic Shipman. The largest concert hall in the Commonwealth was completely filled by those who seized the first opportunity to do honour to a representative Australian who had succeeded 'on the other side.'" bbox=[561, 914, 733, 1030]
article-title: WOODLANDS RAILWAY FATALITY. bbox=[925, 871, 1096, 904]
received-line: Received January 9, 9.45 a.m. bbox=[601, 837, 692, 847]
